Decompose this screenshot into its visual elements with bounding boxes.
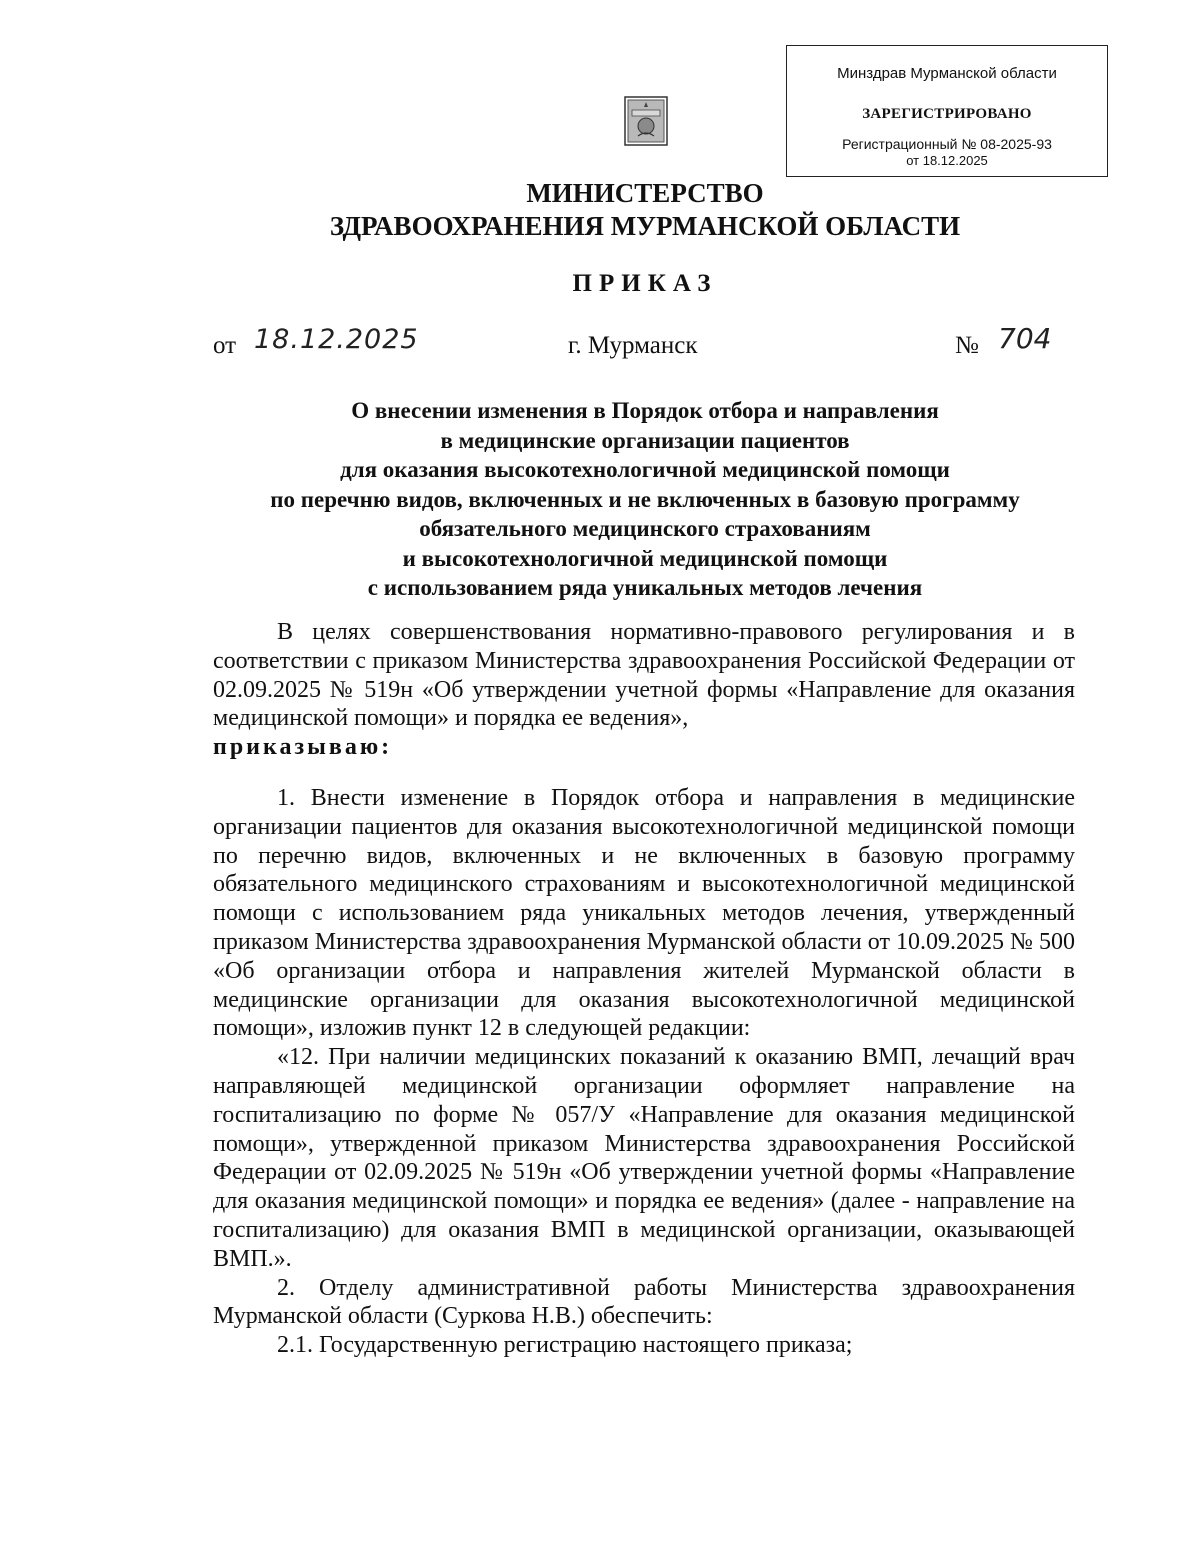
preamble-text: В целях совершенствования нормативно-правового регулирования и в соответствии с приказом Министерства здравоохранения Российской Федерации от 02.09.2025 № 519н «Об утверждении учетной формы «Направление для оказания медицинской помощи» и порядка ее ведения»,	[213, 619, 1075, 732]
number-prefix: №	[955, 332, 979, 359]
stamp-reg-date: от 18.12.2025	[906, 153, 988, 168]
order-subject	[0, 396, 1200, 603]
document-type: ПРИКАЗ	[572, 270, 718, 297]
subject-line: и высокотехнологичной медицинской помощи	[402, 545, 888, 571]
date-prefix: от	[213, 332, 237, 359]
ministry-name-line2: ЗДРАВООХРАНЕНИЯ МУРМАНСКОЙ ОБЛАСТИ	[329, 211, 961, 241]
handwritten-date: 18.12.2025	[254, 324, 419, 355]
subject-line: обязательного медицинского страхованиям	[419, 516, 871, 541]
subject-line: для оказания высокотехнологичной медицинской помощи	[340, 457, 950, 482]
item-12-paragraph: «12. При наличии медицинских показаний к оказанию ВМП, лечащий врач направляющей медицинской организации оформляет направление на госпитализацию по форме № 057/У «Направление для оказания медицинской помощи», утвержденной приказом Министерства здравоохранения Российской Федерации от 02.09.2025 № 519н «Об утверждении учетной формы «Направление для оказания медицинской помощи» и порядка ее ведения» (далее - направление на госпитализацию) для оказания ВМП в медицинской организации, оказывающей ВМП.».	[213, 1044, 1075, 1272]
order-word: приказываю:	[213, 734, 393, 761]
item-2-1-paragraph: 2.1. Государственную регистрацию настоящего приказа;	[277, 1332, 853, 1359]
stamp-authority: Минздрав Мурманской области	[837, 65, 1057, 82]
subject-line: по перечню видов, включенных и не включенных в базовую программу	[270, 486, 1020, 512]
order-body	[213, 618, 1075, 1360]
stamp-status: ЗАРЕГИСТРИРОВАНО	[862, 106, 1032, 122]
item-1-paragraph: 1. Внести изменение в Порядок отбора и направления в медицинские организации пациентов для оказания высокотехнологичной медицинской помощи по перечню видов, включенных и не включенных в базовую программу обязательного медицинского страхованиям и высокотехнологичной медицинской помощи с использованием ряда уникальных методов лечения, утвержденный приказом Министерства здравоохранения Мурманской области от 10.09.2025 № 500 «Об организации отбора и направления жителей Мурманской области в медицинские организации для оказания высокотехнологичной медицинской помощи», изложив пункт 12 в следующей редакции:	[213, 784, 1075, 1042]
subject-line: с использованием ряда уникальных методов лечения	[367, 575, 923, 600]
preamble-paragraph	[213, 618, 1075, 762]
registration-stamp	[786, 45, 1108, 177]
date-city-number-row	[0, 322, 1200, 370]
ministry-name-line1: МИНИСТЕРСТВО	[526, 178, 764, 208]
subject-line: в медицинские организации пациентов	[440, 427, 850, 453]
subject-line: О внесении изменения в Порядок отбора и направления	[351, 398, 939, 423]
coat-of-arms-icon	[624, 96, 668, 146]
stamp-reg-number: Регистрационный № 08-2025-93	[842, 136, 1052, 152]
handwritten-number: 704	[998, 322, 1052, 355]
city: г. Мурманск	[568, 332, 698, 359]
item-2-paragraph: 2. Отделу административной работы Министерства здравоохранения Мурманской области (Суркова Н.В.) обеспечить:	[213, 1274, 1075, 1330]
